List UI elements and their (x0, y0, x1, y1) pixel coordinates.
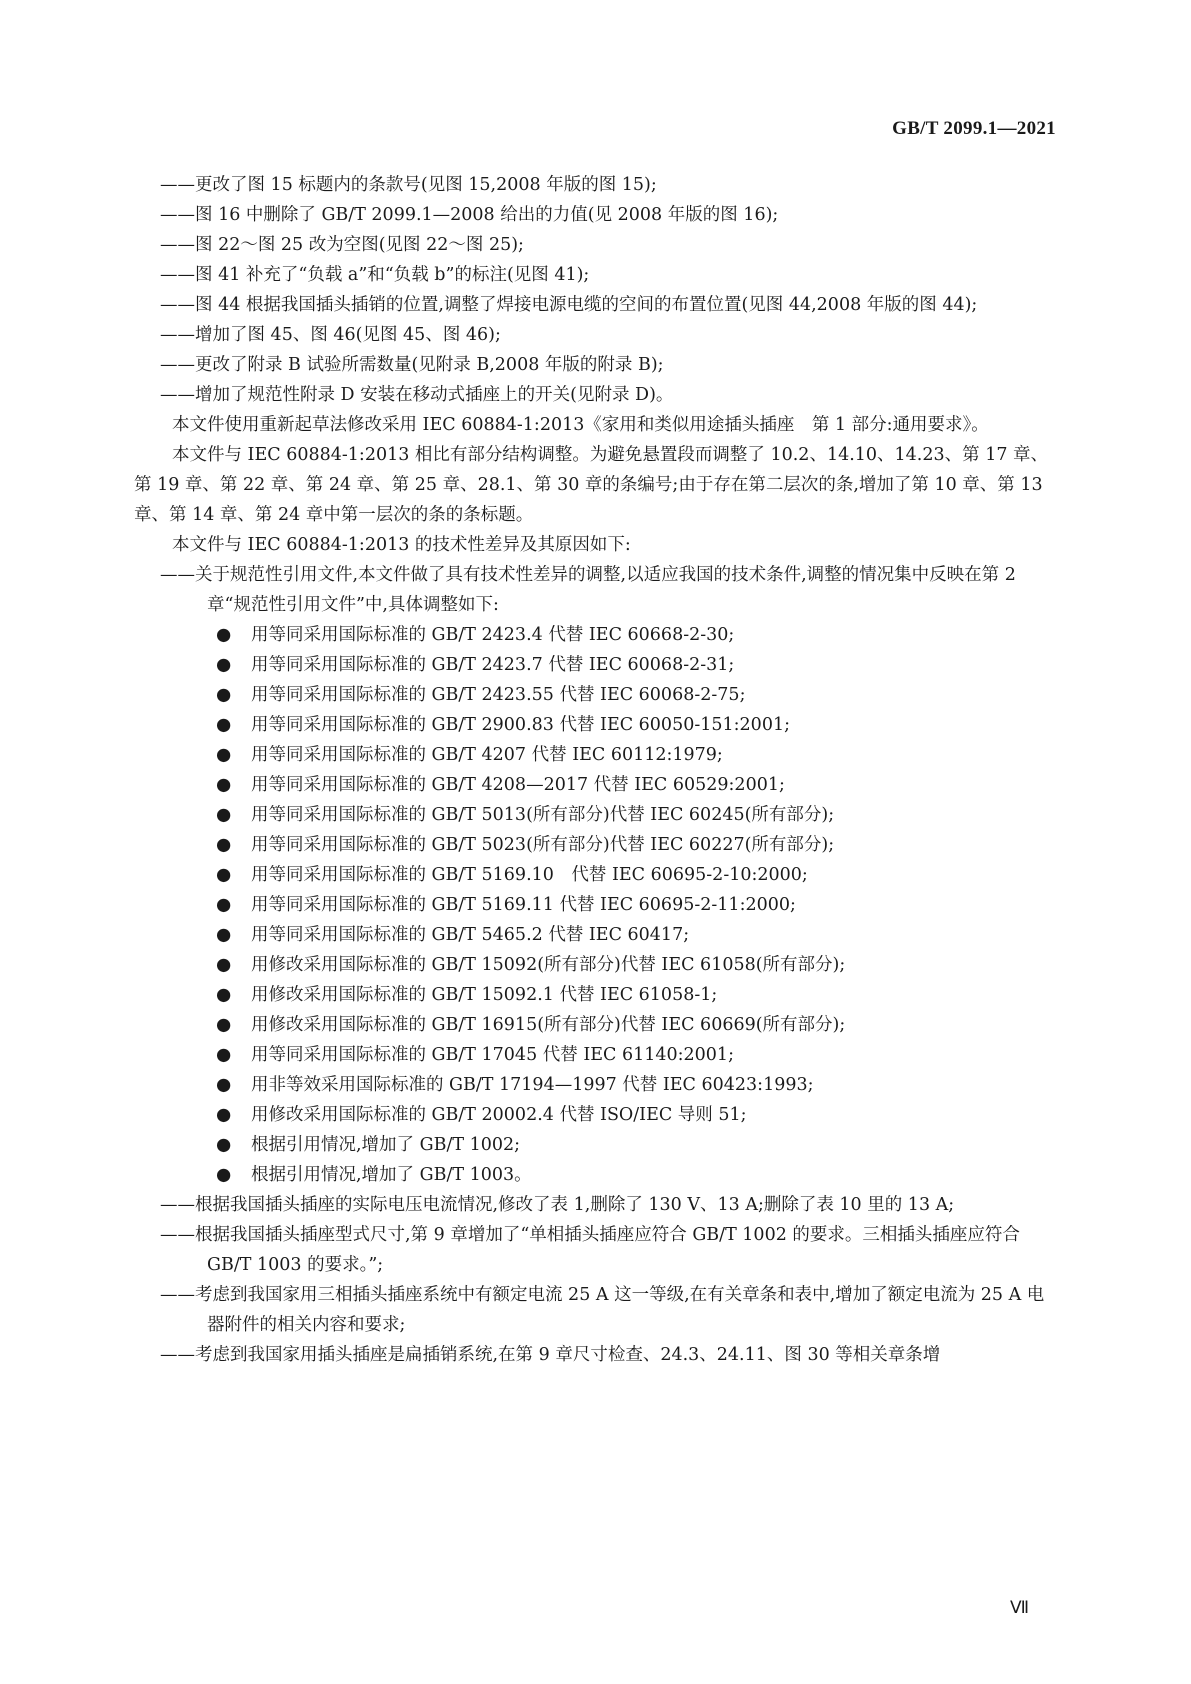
change-item: ——根据我国插头插座型式尺寸,第 9 章增加了“单相插头插座应符合 GB/T 1002 的要求。三相插头插座应符合 GB/T 1003 的要求。”; (160, 1225, 1020, 1275)
bullet-item: ● 用修改采用国际标准的 GB/T 16915(所有部分)代替 IEC 60669(所有部分); (134, 1010, 1054, 1040)
bullet-icon: ● (216, 1165, 232, 1185)
bullet-icon: ● (216, 1045, 232, 1065)
bullet-icon: ● (216, 805, 232, 825)
bullet-icon: ● (216, 835, 232, 855)
bullet-icon: ● (216, 985, 232, 1005)
bullet-item: ● 用等同采用国际标准的 GB/T 5013(所有部分)代替 IEC 60245(所有部分); (134, 800, 1054, 830)
bullet-item: ● 根据引用情况,增加了 GB/T 1003。 (134, 1160, 1054, 1190)
bullet-icon: ● (216, 1135, 232, 1155)
change-item: ——考虑到我国家用插头插座是扁插销系统,在第 9 章尺寸检查、24.3、24.11、图 30 等相关章条增 (160, 1345, 941, 1365)
bullet-item: ● 用等同采用国际标准的 GB/T 5169.11 代替 IEC 60695-2-11:2000; (134, 890, 1054, 920)
bullet-icon: ● (216, 775, 232, 795)
reference-bullet-list (134, 620, 1054, 1190)
bullet-item: ● 用修改采用国际标准的 GB/T 20002.4 代替 ISO/IEC 导则 51; (134, 1100, 1054, 1130)
change-item: ——图 16 中删除了 GB/T 2099.1—2008 给出的力值(见 2008 年版的图 16); (160, 205, 779, 225)
change-item: ——考虑到我国家用三相插头插座系统中有额定电流 25 A 这一等级,在有关章条和表中,增加了额定电流为 25 A 电器附件的相关内容和要求; (160, 1285, 1045, 1335)
bullet-item: ● 用等同采用国际标准的 GB/T 2423.7 代替 IEC 60068-2-31; (134, 650, 1054, 680)
bullet-item: ● 用等同采用国际标准的 GB/T 4207 代替 IEC 60112:1979; (134, 740, 1054, 770)
bullet-item: ● 用修改采用国际标准的 GB/T 15092(所有部分)代替 IEC 61058(所有部分); (134, 950, 1054, 980)
bullet-icon: ● (216, 715, 232, 735)
bullet-item: ● 用等同采用国际标准的 GB/T 2900.83 代替 IEC 60050-151:2001; (134, 710, 1054, 740)
bullet-item: ● 用等同采用国际标准的 GB/T 2423.55 代替 IEC 60068-2-75; (134, 680, 1054, 710)
bullet-icon: ● (216, 865, 232, 885)
bullet-icon: ● (216, 955, 232, 975)
bullet-icon: ● (216, 895, 232, 915)
standard-number: GB/T 2099.1—2021 (892, 118, 1056, 139)
adoption-paragraph: 本文件使用重新起草法修改采用 IEC 60884-1:2013《家用和类似用途插头插座 第 1 部分:通用要求》。 (172, 415, 989, 435)
change-item: ——图 41 补充了“负载 a”和“负载 b”的标注(见图 41); (160, 265, 590, 285)
differences-intro: 本文件与 IEC 60884-1:2013 的技术性差异及其原因如下: (172, 535, 631, 555)
page-number: Ⅶ (1010, 1598, 1030, 1617)
bullet-item: ● 根据引用情况,增加了 GB/T 1002; (134, 1130, 1054, 1160)
bullet-icon: ● (216, 1075, 232, 1095)
bullet-item: ● 用等同采用国际标准的 GB/T 5169.10 代替 IEC 60695-2-10:2000; (134, 860, 1054, 890)
document-body (134, 170, 1054, 1370)
change-item: ——根据我国插头插座的实际电压电流情况,修改了表 1,删除了 130 V、13 A;删除了表 10 里的 13 A; (160, 1195, 955, 1215)
change-item: ——图 44 根据我国插头插销的位置,调整了焊接电源电缆的空间的布置位置(见图 44,2008 年版的图 44); (160, 295, 978, 315)
bullet-item: ● 用等同采用国际标准的 GB/T 4208—2017 代替 IEC 60529:2001; (134, 770, 1054, 800)
bullet-icon: ● (216, 1105, 232, 1125)
bullet-item: ● 用非等效采用国际标准的 GB/T 17194—1997 代替 IEC 60423:1993; (134, 1070, 1054, 1100)
bullet-icon: ● (216, 745, 232, 765)
bullet-icon: ● (216, 625, 232, 645)
change-item: ——更改了附录 B 试验所需数量(见附录 B,2008 年版的附录 B); (160, 355, 664, 375)
bullet-item: ● 用等同采用国际标准的 GB/T 17045 代替 IEC 61140:2001; (134, 1040, 1054, 1070)
change-item: ——增加了规范性附录 D 安装在移动式插座上的开关(见附录 D)。 (160, 385, 674, 405)
bullet-icon: ● (216, 655, 232, 675)
change-item: ——图 22～图 25 改为空图(见图 22～图 25); (160, 235, 524, 255)
bullet-icon: ● (216, 685, 232, 705)
bullet-icon: ● (216, 1015, 232, 1035)
bullet-item: ● 用等同采用国际标准的 GB/T 5023(所有部分)代替 IEC 60227(所有部分); (134, 830, 1054, 860)
bullet-item: ● 用等同采用国际标准的 GB/T 5465.2 代替 IEC 60417; (134, 920, 1054, 950)
change-item: ——增加了图 45、图 46(见图 45、图 46); (160, 325, 501, 345)
bullet-icon: ● (216, 925, 232, 945)
change-item: ——更改了图 15 标题内的条款号(见图 15,2008 年版的图 15); (160, 175, 657, 195)
structure-paragraph: 本文件与 IEC 60884-1:2013 相比有部分结构调整。为避免悬置段而调整了 10.2、14.10、14.23、第 17 章、第 19 章、第 22 章、第 24 章、第 25 章、28.1、第 30 章的条编号;由于存在第二层次的条,增加了第 10 章、第 13 章、第 14 章、第 24 章中第一层次的条的条标题。 (134, 445, 1049, 525)
bullet-item: ● 用修改采用国际标准的 GB/T 15092.1 代替 IEC 61058-1; (134, 980, 1054, 1010)
bullet-item: ● 用等同采用国际标准的 GB/T 2423.4 代替 IEC 60668-2-30; (134, 620, 1054, 650)
normative-reference-item: ——关于规范性引用文件,本文件做了具有技术性差异的调整,以适应我国的技术条件,调整的情况集中反映在第 2 章“规范性引用文件”中,具体调整如下: (160, 565, 1016, 615)
